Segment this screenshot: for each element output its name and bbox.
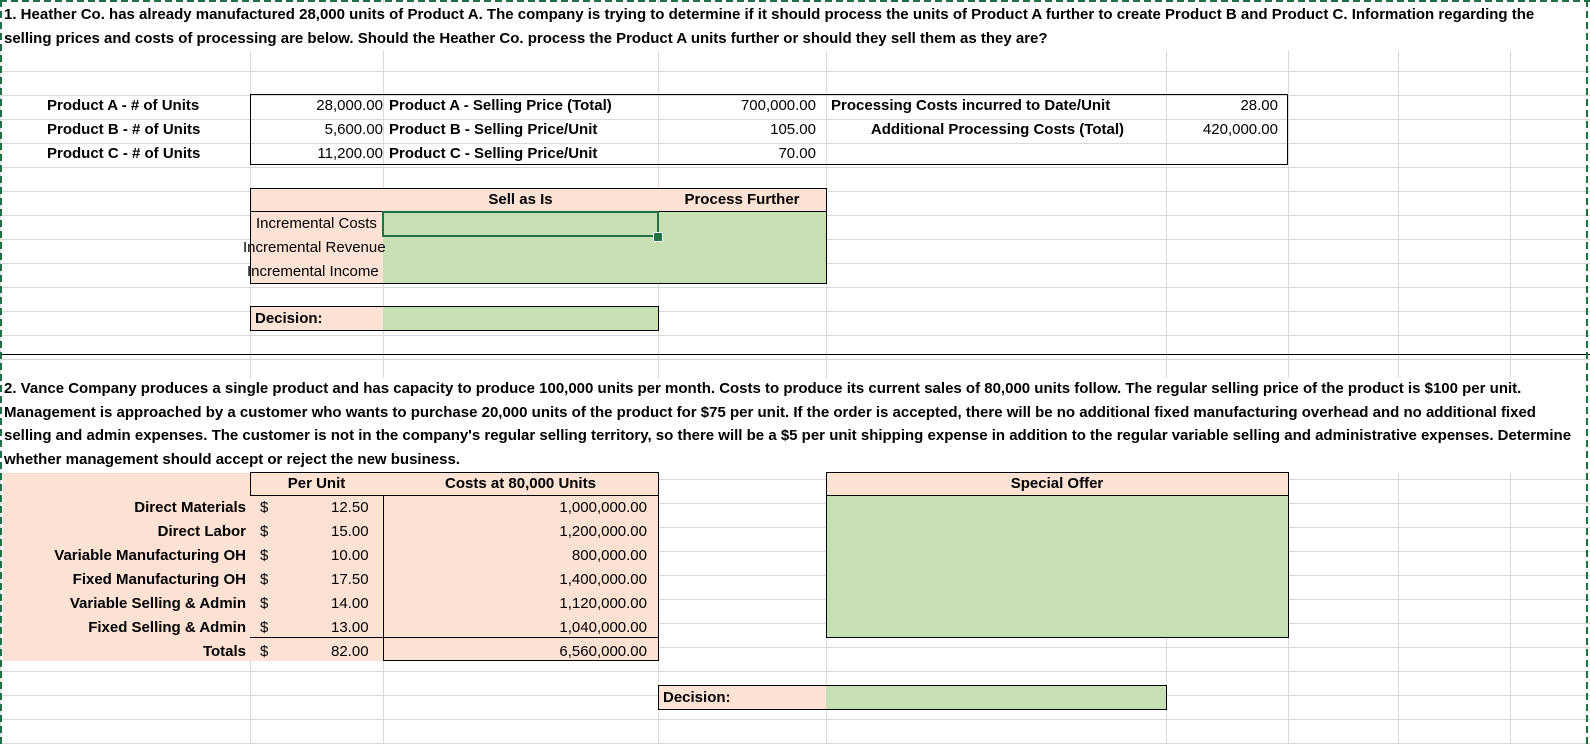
per-unit-total-cell[interactable]: 82.00: [331, 643, 369, 660]
section-divider: [0, 354, 1590, 355]
currency-symbol: $: [260, 499, 269, 516]
per-unit-cell[interactable]: 14.00: [331, 595, 369, 612]
cost-label: Additional Processing Costs (Total): [870, 121, 1124, 138]
cost-row-label: Variable Manufacturing OH: [54, 547, 246, 564]
col-per-unit: Per Unit: [287, 475, 346, 492]
per-unit-cell[interactable]: 12.50: [331, 499, 369, 516]
col-costs-80000: Costs at 80,000 Units: [445, 475, 596, 492]
total-cost-cell[interactable]: 1,200,000.00: [559, 523, 647, 540]
decision2-label: Decision:: [663, 689, 731, 706]
special-offer-table: [826, 472, 1289, 638]
price-cell[interactable]: 105.00: [770, 121, 816, 138]
currency-symbol: $: [260, 547, 269, 564]
price-cell[interactable]: 70.00: [778, 145, 816, 162]
cost-row-label: Direct Materials: [134, 499, 246, 516]
cost-row-label: Direct Labor: [157, 523, 246, 540]
total-cost-cell[interactable]: 1,000,000.00: [559, 499, 647, 516]
price-label: Product B - Selling Price/Unit: [389, 121, 598, 138]
total-cost-cell[interactable]: 1,120,000.00: [559, 595, 647, 612]
cost-row-label: Fixed Selling & Admin: [88, 619, 246, 636]
gridline: [1398, 0, 1399, 744]
currency-symbol: $: [260, 619, 269, 636]
per-unit-cell[interactable]: 10.00: [331, 547, 369, 564]
cost-label: Processing Costs incurred to Date/Unit: [831, 97, 1111, 114]
currency-symbol: $: [260, 595, 269, 612]
units-cell[interactable]: 28,000.00: [316, 97, 383, 114]
row-incremental-income: Incremental Income: [247, 263, 379, 280]
copy-marquee-left: [0, 0, 2, 744]
per-unit-cell[interactable]: 17.50: [331, 571, 369, 588]
row-incremental-revenue: Incremental Revenue: [243, 239, 386, 256]
price-label: Product A - Selling Price (Total): [389, 97, 612, 114]
cost-row-label: Fixed Manufacturing OH: [72, 571, 246, 588]
col-special-offer: Special Offer: [1010, 475, 1104, 492]
per-unit-cell[interactable]: 13.00: [331, 619, 369, 636]
units-cell[interactable]: 5,600.00: [324, 121, 383, 138]
col-sell-as-is: Sell as Is: [488, 191, 553, 208]
col-process-further: Process Further: [684, 191, 800, 208]
row-label: Product A - # of Units: [47, 97, 200, 114]
currency-symbol: $: [260, 523, 269, 540]
problem2-prompt: 2. Vance Company produces a single product and has capacity to produce 100,000 units per month. Costs to produce its current sales of 80,000 units follow. The regular selling price of the product is $100 per unit. Management is approached by a customer who wants to purchase 20,000 units of the product for $75 per unit. If the order is accepted, there will be no additional fixed manufacturing overhead and no additional fixed selling and admin expenses. The customer is not in the company's regular selling territory, so there will be a $5 per unit shipping expense in addition to the regular variable selling and administrative expenses. Determine whether management should accept or reject the new business.: [4, 380, 1572, 468]
total-cost-cell[interactable]: 1,400,000.00: [559, 571, 647, 588]
fill-handle[interactable]: [653, 232, 663, 242]
grand-total-cell[interactable]: 6,560,000.00: [559, 643, 647, 660]
active-cell-selection[interactable]: [382, 211, 659, 237]
currency-symbol: $: [260, 571, 269, 588]
copy-marquee-top: [0, 0, 1590, 2]
row-incremental-costs: Incremental Costs: [256, 215, 377, 232]
decision-label: Decision:: [255, 310, 323, 327]
problem1-prompt: 1. Heather Co. has already manufactured 28,000 units of Product A. The company is trying to determine if it should process the units of Product A further to create Product B and Product C. Information regarding the selling prices and costs of processing are below. Should the Heather Co. process the Product A units further or should they sell them as they are?: [4, 6, 1535, 47]
currency-symbol: $: [260, 643, 269, 660]
units-cell[interactable]: 11,200.00: [317, 145, 383, 162]
copy-marquee-right: [1586, 0, 1588, 744]
row-label: Product C - # of Units: [47, 145, 201, 162]
cost-row-label: Variable Selling & Admin: [69, 595, 246, 612]
totals-label: Totals: [202, 643, 246, 660]
total-cost-cell[interactable]: 800,000.00: [571, 547, 647, 564]
row-label: Product B - # of Units: [47, 121, 201, 138]
total-cost-cell[interactable]: 1,040,000.00: [559, 619, 647, 636]
per-unit-cell[interactable]: 15.00: [331, 523, 369, 540]
special-offer-header-rule: [826, 495, 1289, 496]
price-label: Product C - Selling Price/Unit: [389, 145, 598, 162]
decision2-box: [658, 685, 1167, 710]
gridline: [1510, 0, 1511, 744]
price-cell[interactable]: 700,000.00: [740, 97, 816, 114]
cost-value-cell[interactable]: 420,000.00: [1202, 121, 1278, 138]
cost-value-cell[interactable]: 28.00: [1240, 97, 1278, 114]
